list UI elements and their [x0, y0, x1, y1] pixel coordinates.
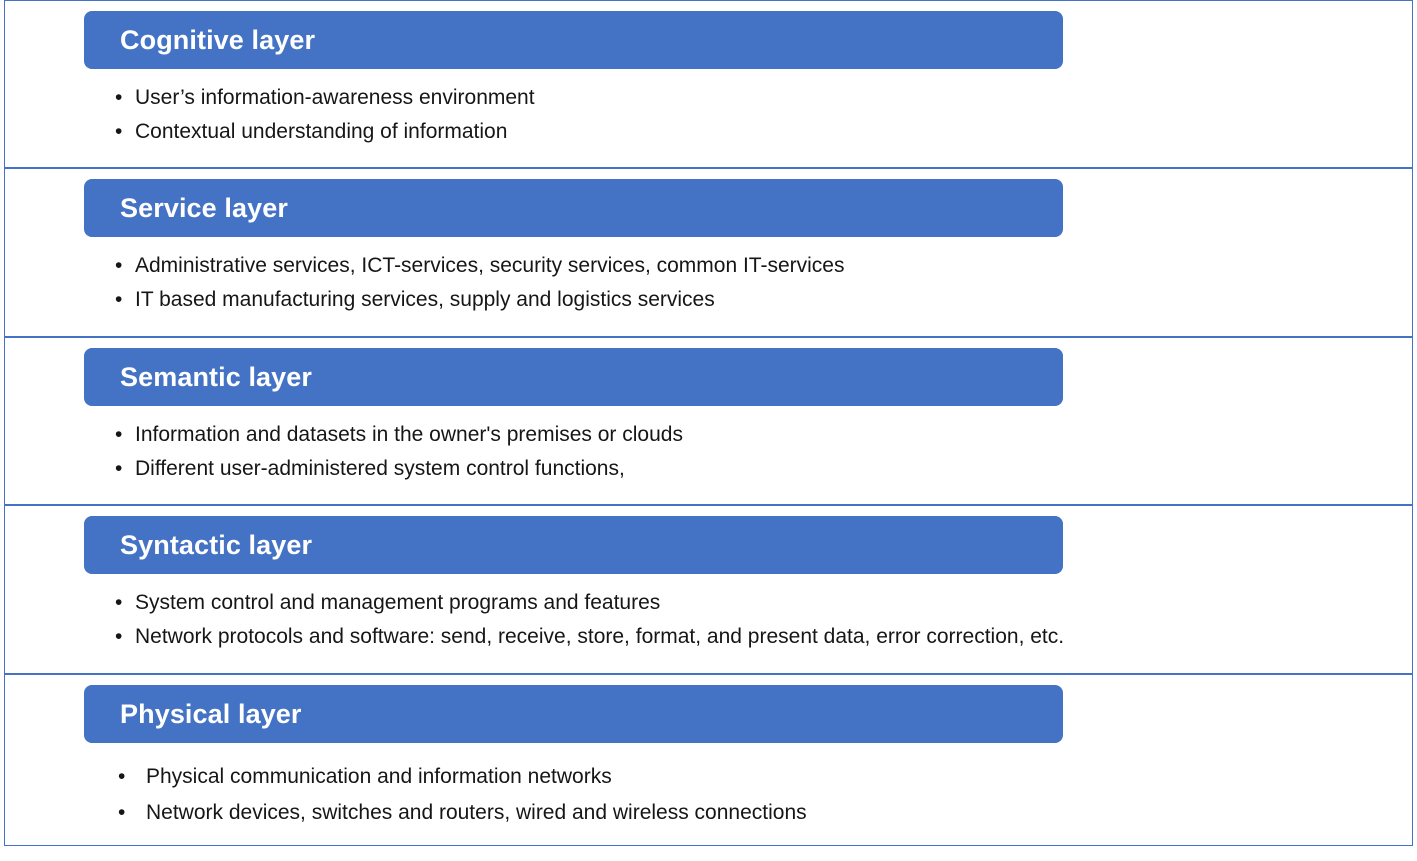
- list-item: • Contextual understanding of information: [115, 115, 1392, 149]
- layer-header-physical: [84, 685, 1063, 743]
- layer-header-cognitive: [84, 11, 1063, 69]
- layer-service: [4, 168, 1413, 337]
- layer-bullets-cognitive: [115, 81, 1392, 149]
- layer-syntactic: [4, 505, 1413, 674]
- layer-cognitive: [4, 0, 1413, 168]
- list-item: • Network devices, switches and routers, wired and wireless connections: [118, 795, 1392, 831]
- layer-header-syntactic: [84, 516, 1063, 574]
- layer-title: Syntactic layer: [120, 529, 313, 560]
- list-item: • User’s information-awareness environment: [115, 81, 1392, 115]
- layer-physical: [4, 674, 1413, 846]
- layer-title: Semantic layer: [120, 361, 313, 392]
- layer-title: Cognitive layer: [120, 24, 316, 55]
- layer-semantic: [4, 337, 1413, 505]
- list-item: • Physical communication and information networks: [118, 759, 1392, 795]
- list-item: • Different user-administered system control functions,: [115, 452, 1392, 486]
- list-item: • Administrative services, ICT-services, security services, common IT-services: [115, 249, 1392, 283]
- layer-bullets-semantic: [115, 418, 1392, 486]
- layer-bullets-syntactic: [115, 586, 1392, 654]
- list-item: • Information and datasets in the owner's premises or clouds: [115, 418, 1392, 452]
- list-item: • IT based manufacturing services, supply and logistics services: [115, 283, 1392, 317]
- layer-header-semantic: [84, 348, 1063, 406]
- layer-title: Service layer: [120, 192, 288, 223]
- layer-title: Physical layer: [120, 698, 302, 729]
- list-item: • System control and management programs and features: [115, 586, 1392, 620]
- layer-bullets-physical: [118, 759, 1392, 831]
- layer-header-service: [84, 179, 1063, 237]
- list-item: • Network protocols and software: send, receive, store, format, and present data, error correction, etc.: [115, 620, 1392, 654]
- layer-bullets-service: [115, 249, 1392, 317]
